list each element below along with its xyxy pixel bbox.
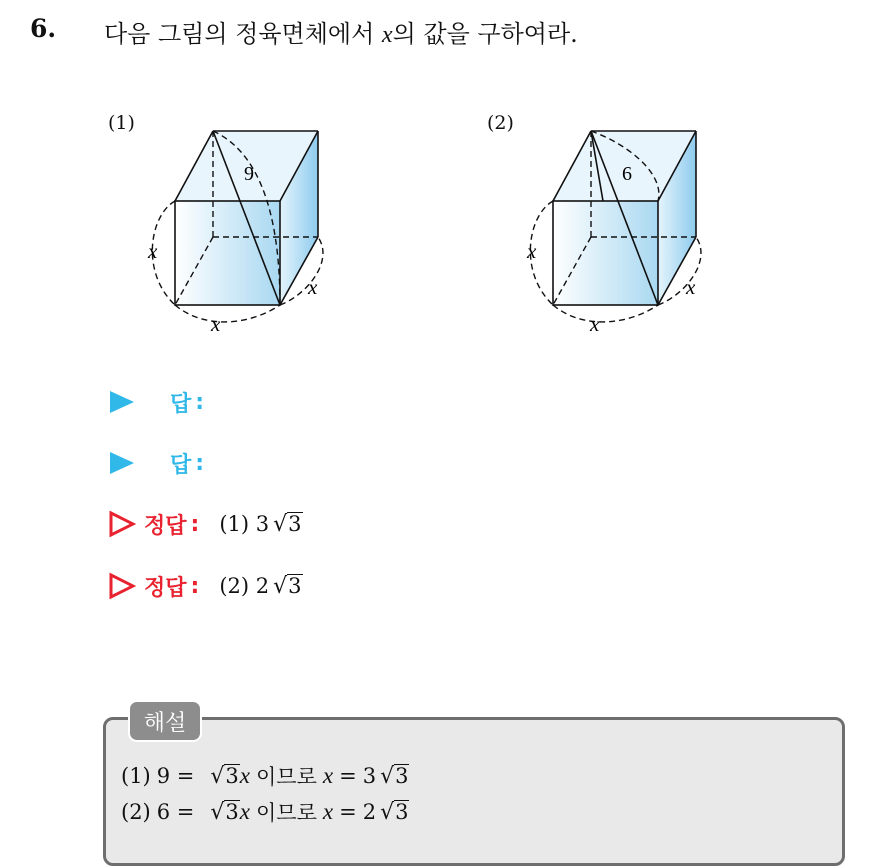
radicand: 3 — [395, 800, 409, 825]
explanation-line-2 — [121, 796, 409, 828]
part-number: (1) — [219, 512, 250, 536]
sqrt-expression — [380, 764, 409, 787]
part-number: (1) — [121, 764, 151, 788]
question-text — [104, 14, 578, 49]
explanation-title: 해설 — [128, 700, 202, 742]
josa-text: 이므로 — [256, 801, 317, 825]
question-text-before: 다음 그림의 정육면체에서 — [104, 20, 375, 48]
radicand: 3 — [288, 512, 302, 537]
radical-sign-icon: √ — [273, 511, 288, 537]
answer-blank-2 — [108, 445, 204, 481]
josa-text: 이므로 — [256, 765, 317, 789]
sqrt-expression — [210, 800, 239, 823]
question-number: 6. — [30, 14, 57, 43]
cube-figure-2 — [520, 120, 720, 340]
coefficient: 2 — [362, 800, 377, 824]
variable: x — [322, 763, 334, 788]
sqrt-expression — [210, 764, 239, 787]
diagonal-length-label: 9 — [244, 163, 254, 185]
variable: x — [322, 799, 334, 824]
correct-answer-2 — [108, 568, 303, 604]
equation-lhs: 9 = — [156, 764, 195, 788]
cube-figure-1 — [140, 120, 340, 340]
edge-x-label-left: x — [527, 239, 537, 263]
cube-front-face — [175, 201, 280, 305]
equals-sign: = — [339, 764, 357, 788]
question-variable: x — [381, 22, 393, 48]
sqrt-expression — [273, 512, 302, 535]
correct-answer-value — [219, 512, 302, 536]
part-number: (2) — [121, 800, 151, 824]
radicand: 3 — [288, 574, 302, 599]
correct-answer-1 — [108, 506, 303, 542]
radical-sign-icon: √ — [210, 763, 225, 789]
figure-2-label: (2) — [487, 112, 514, 134]
cube-front-face — [553, 201, 658, 305]
correct-answer-colon: : — [190, 511, 200, 537]
answer-colon: : — [195, 450, 205, 476]
edge-x-label-bottom: x — [211, 312, 221, 336]
radicand: 3 — [225, 764, 239, 789]
part-number: (2) — [219, 574, 250, 598]
radicand: 3 — [395, 764, 409, 789]
radical-sign-icon: √ — [273, 573, 288, 599]
sqrt-expression — [273, 574, 302, 597]
correct-answer-colon: : — [190, 573, 200, 599]
coefficient: 2 — [255, 574, 270, 598]
answer-blank-1 — [108, 384, 204, 420]
radical-sign-icon: √ — [210, 799, 225, 825]
edge-x-label-side: x — [686, 275, 696, 299]
radical-sign-icon: √ — [380, 763, 395, 789]
answer-label: 답 — [170, 452, 192, 478]
edge-x-label-bottom: x — [590, 312, 600, 336]
radicand: 3 — [225, 800, 239, 825]
answer-colon: : — [195, 389, 205, 415]
variable: x — [239, 763, 251, 788]
figure-1-label: (1) — [108, 112, 135, 134]
explanation-line-1 — [121, 760, 409, 792]
edge-x-label-side: x — [308, 275, 318, 299]
equals-sign: = — [339, 800, 357, 824]
variable: x — [239, 799, 251, 824]
diagonal-length-label: 6 — [622, 163, 632, 185]
sqrt-expression — [380, 800, 409, 823]
play-triangle-icon — [108, 449, 136, 477]
question-text-after: 의 값을 구하여라. — [392, 20, 578, 48]
play-triangle-icon — [108, 388, 136, 416]
radical-sign-icon: √ — [380, 799, 395, 825]
coefficient: 3 — [255, 512, 270, 536]
correct-answer-value — [219, 574, 302, 598]
correct-answer-label: 정답 — [144, 575, 187, 601]
edge-x-label-left: x — [148, 239, 158, 263]
outline-triangle-icon — [108, 572, 136, 600]
correct-answer-label: 정답 — [144, 513, 187, 539]
outline-triangle-icon — [108, 510, 136, 538]
coefficient: 3 — [362, 764, 377, 788]
equation-lhs: 6 = — [156, 800, 195, 824]
answer-label: 답 — [170, 391, 192, 417]
